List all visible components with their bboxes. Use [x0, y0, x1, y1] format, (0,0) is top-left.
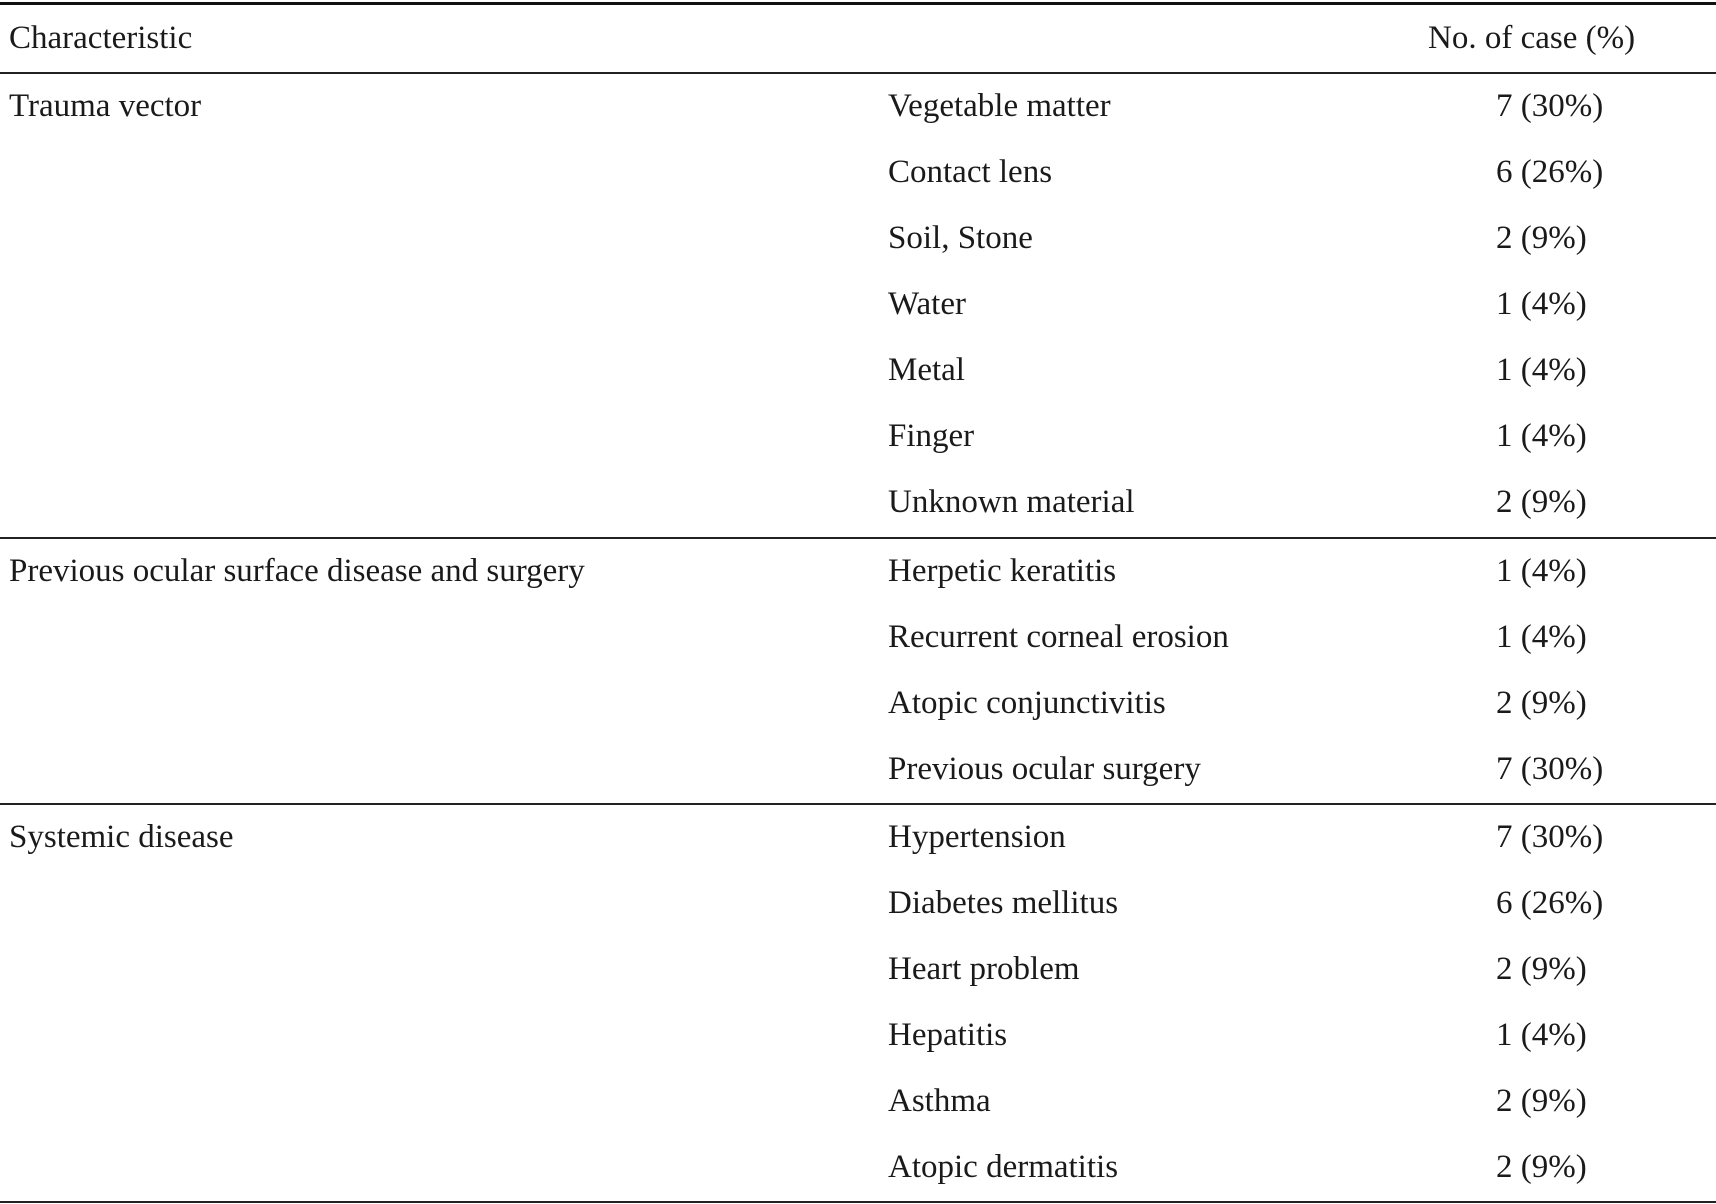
row-label: Atopic dermatitis: [888, 1149, 1119, 1185]
row-label: Vegetable matter: [888, 88, 1111, 124]
row-label: Diabetes mellitus: [888, 885, 1119, 921]
row-label: Finger: [888, 418, 975, 454]
row-label: Metal: [888, 352, 965, 388]
header-characteristic: Characteristic: [9, 20, 193, 56]
row-value: 1 (4%): [1496, 619, 1587, 655]
row-label: Water: [888, 286, 966, 322]
row-value: 1 (4%): [1496, 553, 1587, 589]
row-label: Unknown material: [888, 484, 1135, 520]
row-value: 7 (30%): [1496, 819, 1604, 855]
row-label: Asthma: [888, 1083, 991, 1119]
row-value: 2 (9%): [1496, 951, 1587, 987]
row-value: 2 (9%): [1496, 1083, 1587, 1119]
group-divider: [0, 537, 1716, 539]
row-value: 2 (9%): [1496, 220, 1587, 256]
row-value: 1 (4%): [1496, 286, 1587, 322]
row-value: 1 (4%): [1496, 1017, 1587, 1053]
table-top-rule: [0, 2, 1716, 5]
row-value: 2 (9%): [1496, 685, 1587, 721]
row-label: Heart problem: [888, 951, 1080, 987]
table-bottom-rule: [0, 1201, 1716, 1203]
row-label: Recurrent corneal erosion: [888, 619, 1229, 655]
row-value: 7 (30%): [1496, 88, 1604, 124]
row-label: Soil, Stone: [888, 220, 1033, 256]
row-value: 1 (4%): [1496, 352, 1587, 388]
row-value: 1 (4%): [1496, 418, 1587, 454]
group-name-trauma-vector: Trauma vector: [9, 88, 202, 124]
row-value: 2 (9%): [1496, 484, 1587, 520]
row-label: Atopic conjunctivitis: [888, 685, 1166, 721]
row-value: 7 (30%): [1496, 751, 1604, 787]
header-cases: No. of case (%): [1428, 20, 1636, 56]
group-name-systemic-disease: Systemic disease: [9, 819, 234, 855]
row-value: 2 (9%): [1496, 1149, 1587, 1185]
row-value: 6 (26%): [1496, 154, 1604, 190]
row-label: Herpetic keratitis: [888, 553, 1117, 589]
row-label: Hypertension: [888, 819, 1066, 855]
group-divider: [0, 803, 1716, 805]
header-rule: [0, 72, 1716, 74]
row-label: Contact lens: [888, 154, 1053, 190]
group-name-ocular-surface: Previous ocular surface disease and surgery: [9, 553, 585, 589]
row-value: 6 (26%): [1496, 885, 1604, 921]
row-label: Hepatitis: [888, 1017, 1008, 1053]
row-label: Previous ocular surgery: [888, 751, 1201, 787]
